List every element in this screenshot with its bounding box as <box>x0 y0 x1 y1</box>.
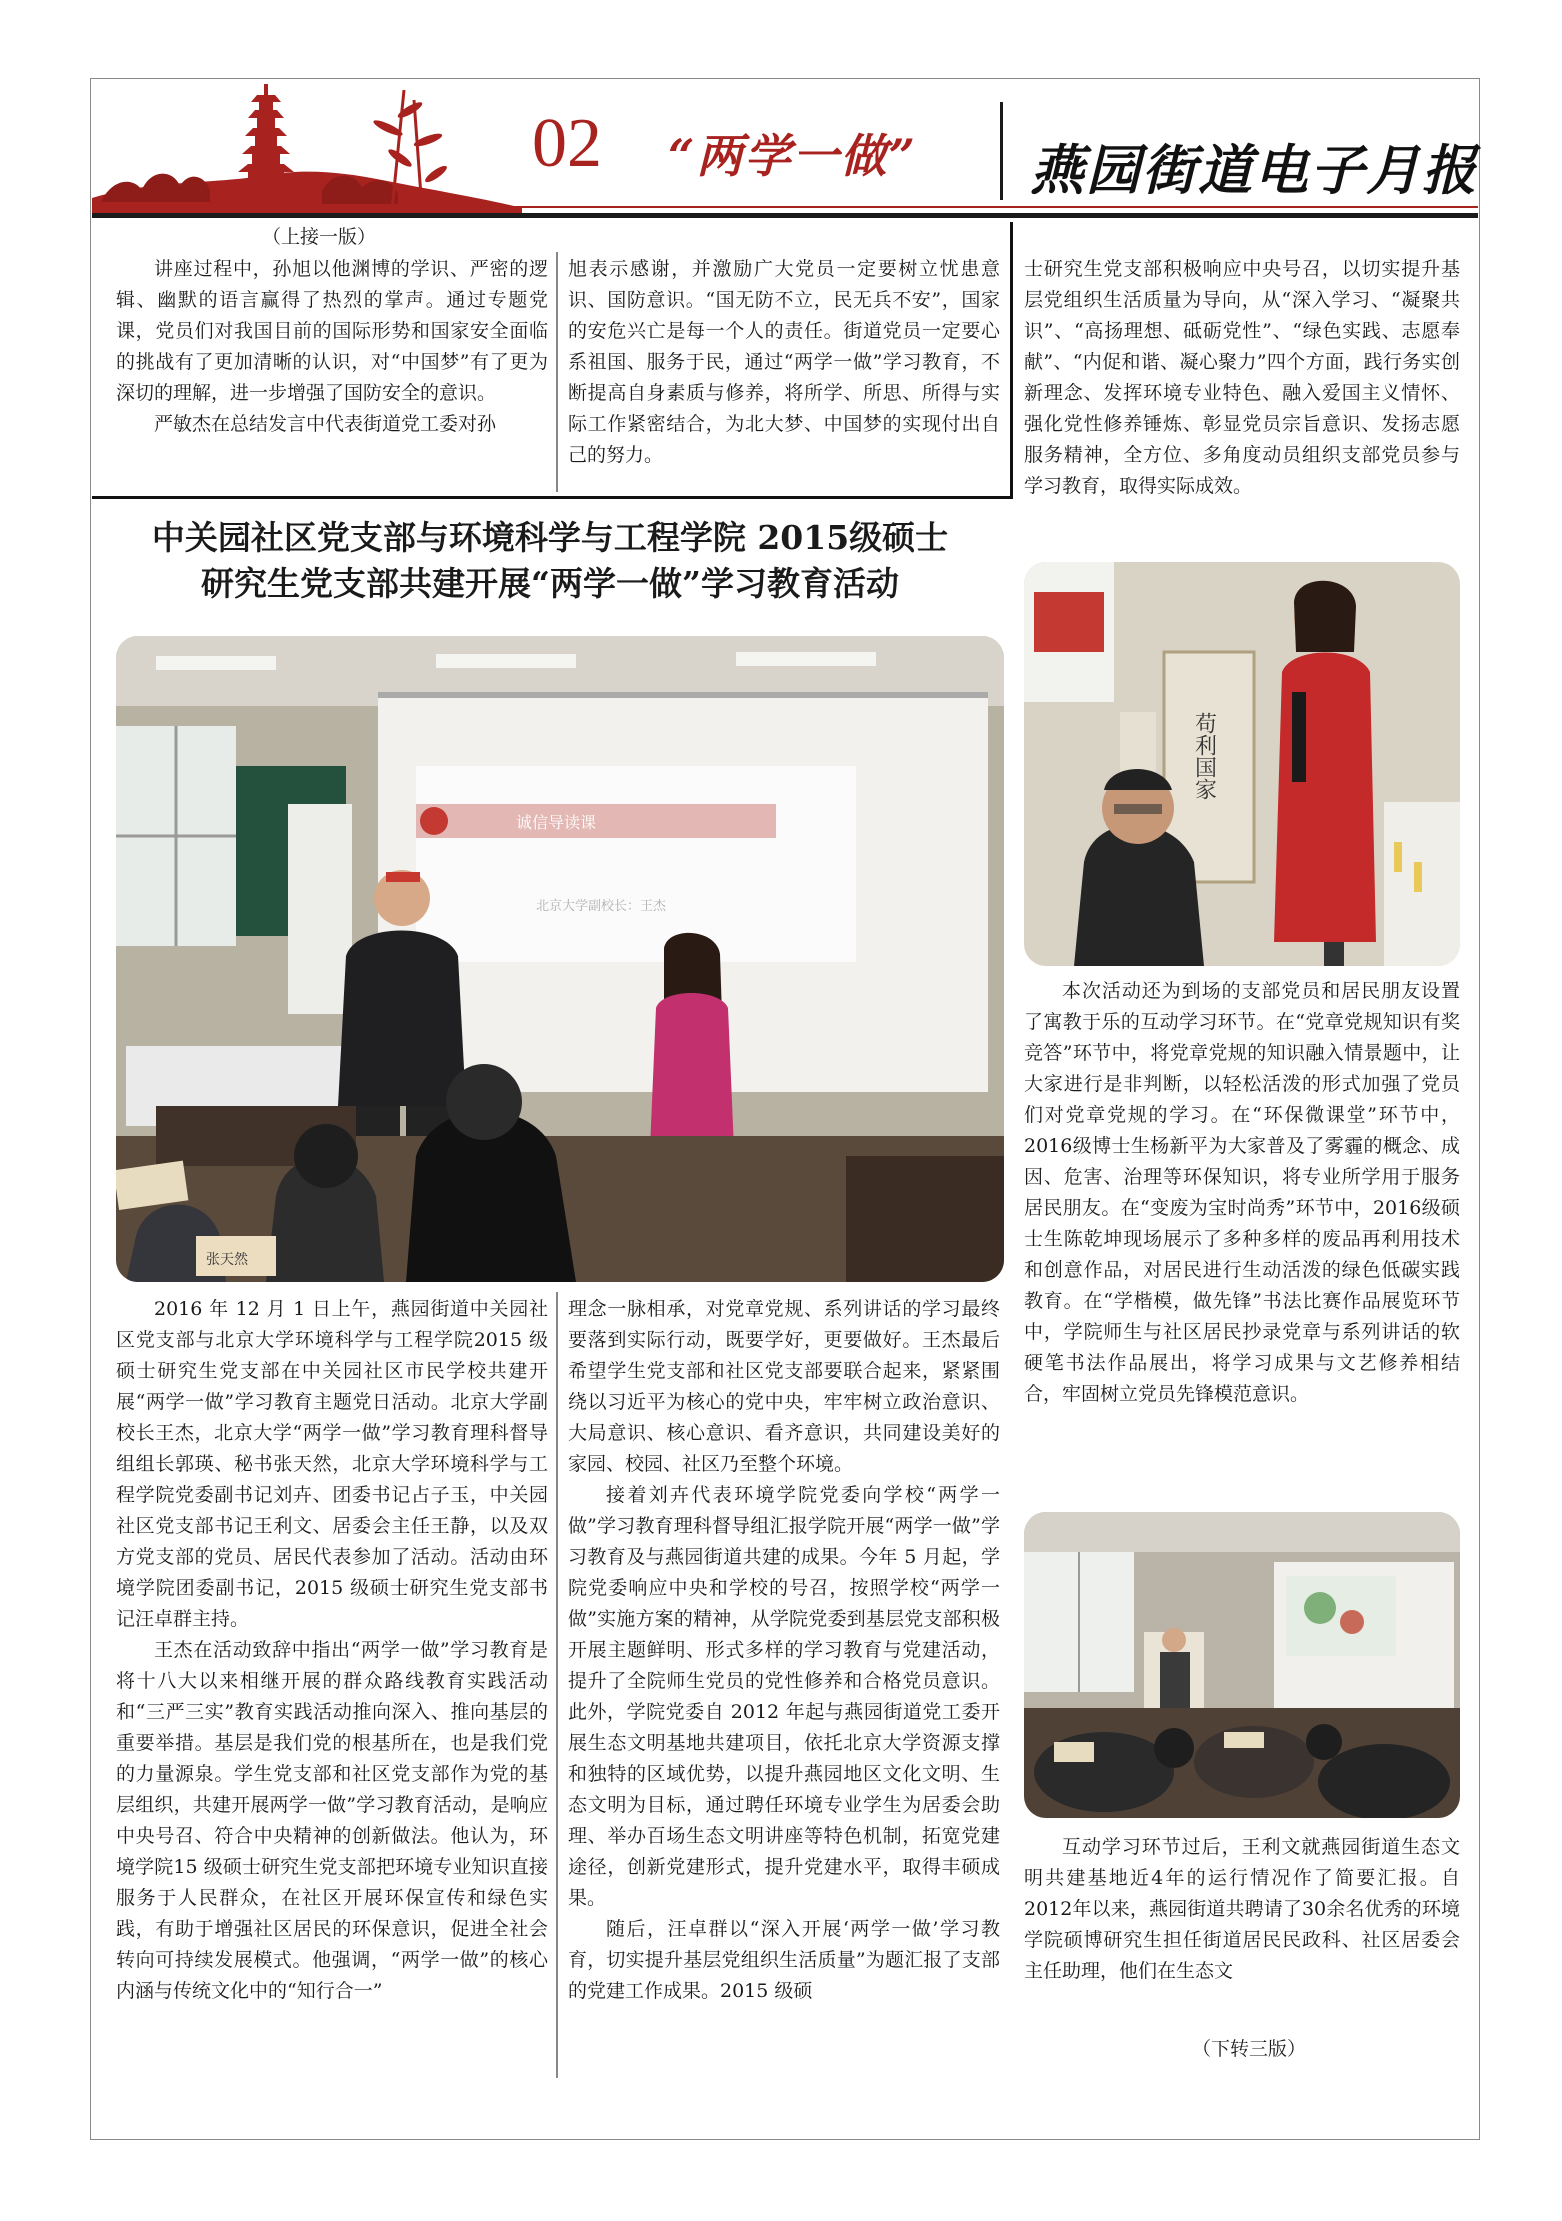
speaker-photo <box>1024 562 1460 966</box>
screen-subtitle: 北京大学副校长：王杰 <box>536 899 667 914</box>
article-col-left <box>116 1294 548 2007</box>
col-rule-1 <box>556 252 558 492</box>
right-col-bottom <box>1024 1832 1460 1987</box>
headline-box-top <box>92 496 1010 499</box>
main-photo <box>116 636 1004 1282</box>
name-card: 张天然 <box>206 1252 248 1268</box>
right-col-top <box>1024 254 1460 502</box>
right-col-top-text: 士研究生党支部积极响应中央号召，以切实提升基层党组织生活质量为导向，从“深入学习、“凝聚共识”、“高扬理想、砥砺党性”、“绿色实践、志愿奉献”、“内促和谐、凝心聚力”四个方面，践行务实创新理念、发挥环境专业特色、融入爱国主义情怀、强化党性修养锤炼、彰显党员宗旨意识、发扬志愿服务精神，全方位、多角度动员组织支部党员参与学习教育，取得实际成效。 <box>1024 258 1460 497</box>
right-col-mid <box>1024 976 1460 1410</box>
section-title: “两学一做” <box>668 129 917 183</box>
right-col-mid-text: 本次活动还为到场的支部党员和居民朋友设置了寓教于乐的互动学习环节。在“党章党规知识有奖竞答”环节中，将党章党规的知识融入情景题中，让大家进行是非判断，以轻松活泼的形式加强了党员们对党章党规的学习。在“环保微课堂”环节中，2016级博士生杨新平为大家普及了雾霾的概念、成因、危害、治理等环保知识，将专业所学用于服务居民朋友。在“变废为宝时尚秀”环节中，2016级硕士生陈乾坤现场展示了多种多样的废品再利用技术和创意作品，对居民进行生动活泼的绿色低碳实践教育。在“学楷模，做先锋”书法比赛作品展览环节中，学院师生与社区居民抄录党章与系列讲话的软硬笔书法作品展出，将学习成果与文艺修养相结合，牢固树立党员先锋模范意识。 <box>1024 980 1460 1405</box>
headline-box-right <box>1010 222 1013 499</box>
article-mid-para-3: 随后，汪卓群以“深入开展‘两学一做’学习教育，切实提升基层党组织生活质量”为题汇报了支部的党建工作成果。2015 级硕 <box>568 1918 1000 2002</box>
col-rule-2 <box>556 1292 558 2078</box>
top-col1-para-2: 严敏杰在总结发言中代表街道党工委对孙 <box>154 413 497 435</box>
headline-line-1: 中关园社区党支部与环境科学与工程学院 2015级硕士 <box>151 518 949 557</box>
top-col2-text: 旭表示感谢，并激励广大党员一定要树立忧患意识、国防意识。“国无防不立，民无兵不安”，国家的安危兴亡是每一个人的责任。街道党员一定要心系祖国、服务于民，通过“两学一做”学习教育，不断提高自身素质与修养，将所学、所思、所得与实际工作紧密结合，为北大梦、中国梦的实现付出自己的努力。 <box>568 258 1000 466</box>
masthead-divider <box>1000 102 1003 200</box>
paper-title: 燕园街道电子月报 <box>1030 139 1478 202</box>
article-left-para-2: 王杰在活动致辞中指出“两学一做”学习教育是将十八大以来相继开展的群众路线教育实践活动和“三严三实”教育实践活动推向深入、推向基层的重要举措。基层是我们党的根基所在，也是我们党的力量源泉。学生党支部和社区党支部作为党的基层组织，共建开展两学一做”学习教育活动，是响应中央号召、符合中央精神的创新做法。他认为，环境学院15 级硕士研究生党支部把环境专业知识直接服务于人民群众，在社区开展环保宣传和绿色实践，有助于增强社区居民的环保意识，促进全社会转向可持续发展模式。他强调，“两学一做”的核心内涵与传统文化中的“知行合一” <box>116 1639 548 2002</box>
top-col1-para-1: 讲座过程中，孙旭以他渊博的学识、严密的逻辑、幽默的语言赢得了热烈的掌声。通过专题党课，党员们对我国目前的国际形势和国家安全面临的挑战有了更加清晰的认识，对“中国梦”有了更为深切的理解，进一步增强了国防安全的意识。 <box>116 258 548 404</box>
audience-photo <box>1024 1512 1460 1818</box>
right-col-bottom-text: 互动学习环节过后，王利文就燕园街道生态文明共建基地近4年的运行情况作了简要汇报。自2012年以来，燕园街道共聘请了30余名优秀的环境学院硕博研究生担任街道居民民政科、社区居委会主任助理，他们在生态文 <box>1024 1836 1460 1982</box>
article-col-mid <box>568 1294 1000 2007</box>
continued-to: （下转三版） <box>1192 2038 1307 2060</box>
article-mid-para-1: 理念一脉相承，对党章党规、系列讲话的学习最终要落到实际行动，既要学好，更要做好。王杰最后希望学生党支部和社区党支部要联合起来，紧紧围绕以习近平为核心的党中央，牢牢树立政治意识、大局意识、核心意识、看齐意识，共同建设美好的家园、校园、社区乃至整个环境。 <box>568 1298 1000 1475</box>
screen-title: 诚信导读课 <box>516 813 597 832</box>
top-col-1 <box>116 254 548 440</box>
headline-line-2: 研究生党支部共建开展“两学一做”学习教育活动 <box>201 564 899 603</box>
calligraphy-scroll: 苟利国家 <box>1191 712 1217 800</box>
article-mid-para-2: 接着刘卉代表环境学院党委向学校“两学一做”学习教育理科督导组汇报学院开展“两学一做”学习教育及与燕园街道共建的成果。今年 5 月起，学院党委响应中央和学校的号召，按照学校“两学一做”实施方案的精神，从学院党委到基层党支部积极开展主题鲜明、形式多样的学习教育与党建活动，提升了全院师生党员的党性修养和合格党员意识。此外，学院党委自 2012 年起与燕园街道党工委开展生态文明基地共建项目，依托北京大学资源支撑和独特的区域优势，以提升燕园地区文化文明、生态文明为目标，通过聘任环境专业学生为居委会助理、举办百场生态文明讲座等特色机制，拓宽党建途径，创新党建形式，提升党建水平，取得丰硕成果。 <box>568 1484 1000 1909</box>
article-left-para-1: 2016 年 12 月 1 日上午，燕园街道中关园社区党支部与北京大学环境科学与工程学院2015 级硕士研究生党支部在中关园社区市民学校共建开展“两学一做”学习教育主题党日活动。北京大学副校长王杰，北京大学“两学一做”学习教育理科督导组组长郭瑛、秘书张天然，北京大学环境科学与工程学院党委副书记刘卉、团委书记占子玉，中关园社区党支部书记王利文、居委会主任王静，以及双方党支部的党员、居民代表参加了活动。活动由环境学院团委副书记，2015 级硕士研究生党支部书记汪卓群主持。 <box>116 1298 548 1630</box>
page-number: 02 <box>532 105 602 182</box>
continued-from: （上接一版） <box>262 226 377 248</box>
top-col-2 <box>568 254 1000 471</box>
